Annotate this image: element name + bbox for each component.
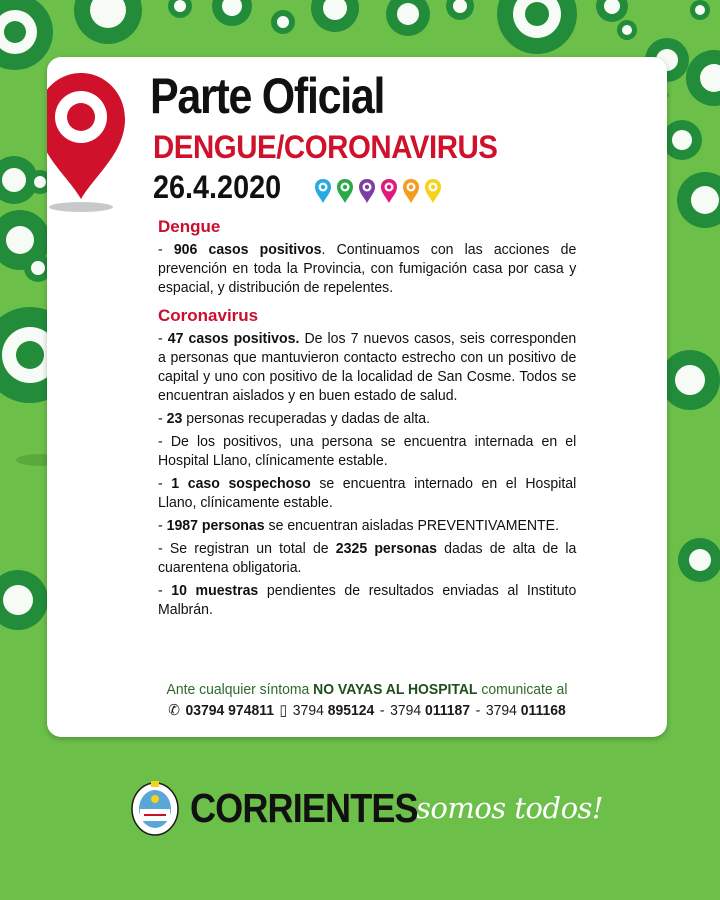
mobile-icon: ▯ [279,702,288,719]
coronavirus-item: - Se registran un total de 2325 personas dadas de alta de la cuarentena obligatoria. [158,540,577,576]
purple-pin-icon [358,178,376,204]
phone-number[interactable] [293,700,374,721]
page-title: Parte Oficial [150,68,385,124]
phone-separator: - [379,702,385,719]
warning-emphasis: NO VAYAS AL HOSPITAL [313,681,478,698]
phone-separator: - [475,702,481,719]
brand-footer [130,776,603,840]
coronavirus-item: - 23 personas recuperadas y dadas de alta. [158,410,431,427]
green-pin-icon [336,178,354,204]
coronavirus-item: - De los positivos, una persona se encuentra internada en el Hospital Llano, clínicamente estable. [158,433,577,469]
orange-pin-icon [402,178,420,204]
dengue-heading: Dengue [158,217,221,236]
brand-tagline: somos todos! [416,791,604,825]
phone-number[interactable]: 03794 974811 [185,702,274,719]
phone-suffix: 011168 [520,702,566,719]
location-pin-icon [47,67,131,212]
item-text: personas recuperadas y dadas de alta. [182,410,431,427]
phone-number[interactable] [486,700,566,721]
warning-suffix: comunicate al [481,681,568,698]
item-text: se encuentra internado en el Hospital Llano, clínicamente estable. [158,475,577,511]
dengue-text: . Continuamos con las acciones de prevención en toda la Provincia, con fumigación casa por casa y espacial, y distribución de repelentes. [158,241,577,296]
dengue-cases: 906 casos positivos [173,241,322,258]
item-text: dadas de alta de la cuarentena obligatoria. [158,540,577,576]
item-bold: 47 casos positivos. [167,330,300,347]
brand-name: CORRIENTES [190,784,418,831]
yellow-pin-icon [424,178,442,204]
province-seal-icon [130,779,180,837]
report-card [47,57,667,737]
blue-pin-icon [314,178,332,204]
item-text: De los positivos, una persona se encuentra internada en el Hospital Llano, clínicamente estable. [158,433,577,469]
report-content [158,217,576,623]
item-text: Se registran un total de [169,540,336,557]
coronavirus-item: - 1987 personas se encuentran aisladas PREVENTIVAMENTE. [158,517,559,534]
item-text: pendientes de resultados enviadas al Instituto Malbrán. [158,582,577,618]
contact-note [125,679,609,721]
phone-list [125,700,609,721]
phone-suffix: 011187 [425,702,471,719]
warning-prefix: Ante cualquier síntoma [166,681,310,698]
warning-line [125,679,609,700]
coronavirus-item: - 10 muestras pendientes de resultados enviadas al Instituto Malbrán. [158,582,577,618]
item-bold: 10 muestras [171,582,259,599]
phone-number[interactable] [390,700,470,721]
phone-prefix: 3794 [485,702,517,719]
page-subtitle: DENGUE/CORONAVIRUS [153,129,498,165]
phone-prefix: 3794 [390,702,422,719]
phone-icon: ✆ [168,702,180,719]
item-text: De los 7 nuevos casos, seis corresponden a personas que mantuvieron contacto estrecho con un positivo de capital y uno con positivo de la localidad de San Cosme. Todos se encuentran aislados y en buen estado de salud. [158,330,577,404]
item-bold: 1987 personas [166,517,265,534]
item-bold: 23 [166,410,183,427]
item-text: se encuentran aisladas PREVENTIVAMENTE. [264,517,559,534]
phone-prefix: 3794 [292,702,324,719]
coronavirus-heading: Coronavirus [158,306,259,325]
item-bold: 1 caso sospechoso [171,475,311,492]
coronavirus-item: - 1 caso sospechoso se encuentra internado en el Hospital Llano, clínicamente estable. [158,475,577,511]
pink-pin-icon [380,178,398,204]
coronavirus-item: - 47 casos positivos. De los 7 nuevos casos, seis corresponden a personas que mantuvieron contacto estrecho con un positivo de capital y uno con positivo de la localidad de San Cosme. Todos se encuentran aislados y en buen estado de salud. [158,330,577,404]
colored-pins-row [314,178,442,204]
phone-suffix: 895124 [327,702,375,719]
item-bold: 2325 personas [335,540,438,557]
report-date: 26.4.2020 [153,169,282,205]
dengue-item: - 906 casos positivos. Continuamos con las acciones de prevención en toda la Provincia, con fumigación casa por casa y espacial, y distribución de repelentes. [158,241,577,296]
